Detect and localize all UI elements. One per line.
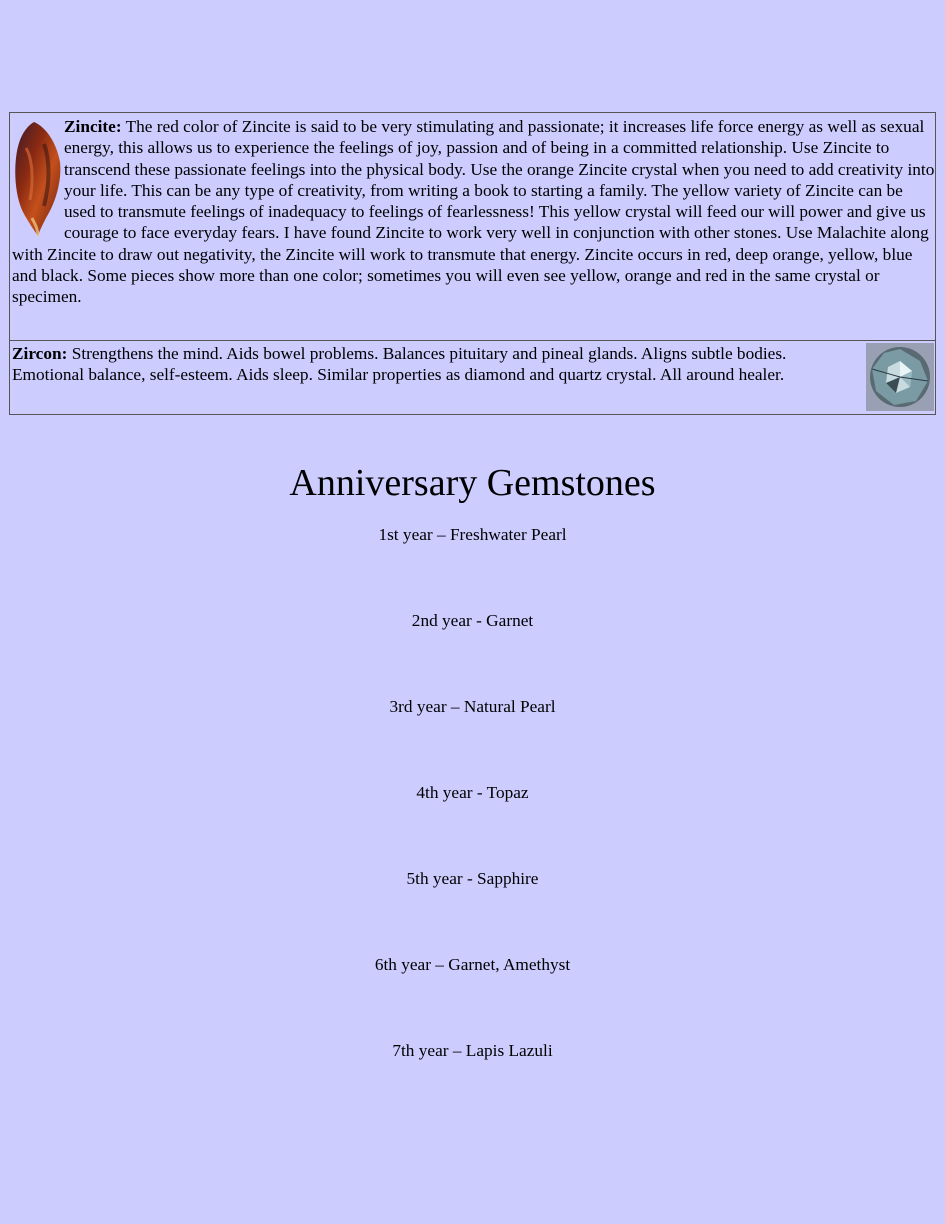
list-item: 4th year - Topaz: [416, 783, 529, 802]
zincite-crystal-image: [12, 118, 64, 238]
gemstone-description: Strengthens the mind. Aids bowel problems. Balances pituitary and pineal glands. Aligns subtle bodies. Emotional balance, self-esteem. Aids sleep. Similar properties as diamond and quartz crystal. All around healer.: [12, 344, 787, 385]
gemstone-entry-zincite: [10, 113, 935, 341]
list-item: 2nd year - Garnet: [411, 611, 534, 630]
gemstone-description: The red color of Zincite is said to be very stimulating and passionate; it increases life force energy as well as sexual energy, this allows us to experience the feelings of joy, passion and of being in a committed relationship. Use Zincite to transcend these passionate feelings into the physical body. Use the orange Zincite crystal when you need to add creativity into your life. This can be any type of creativity, from writing a book to starting a family. The yellow variety of Zincite can be used to transmute feelings of inadequacy to feelings of fearlessness! This yellow crystal will feed our will power and give us courage to face everyday fears. I have found Zincite to work very well in conjunction with other stones. Use Malachite along with Zincite to draw out negativity, the Zincite will work to transmute that energy. Zincite occurs in red, deep orange, yellow, blue and black. Some pieces show more than one color; sometimes you will even see yellow, orange and red in the same crystal or specimen.: [12, 117, 935, 307]
anniversary-list: [0, 523, 945, 1125]
section-heading: Anniversary Gemstones: [289, 462, 656, 504]
gemstone-name: Zircon:: [12, 344, 68, 363]
zircon-gem-image: [866, 343, 934, 411]
list-item: 1st year – Freshwater Pearl: [378, 525, 567, 544]
list-item: 3rd year – Natural Pearl: [389, 697, 556, 716]
gemstone-entry-zircon: [10, 341, 935, 414]
gemstone-name: Zincite:: [64, 117, 122, 136]
list-item: 6th year – Garnet, Amethyst: [374, 955, 571, 974]
list-item: 7th year – Lapis Lazuli: [392, 1041, 553, 1060]
gemstone-table: [9, 112, 936, 415]
list-item: 5th year - Sapphire: [406, 869, 539, 888]
